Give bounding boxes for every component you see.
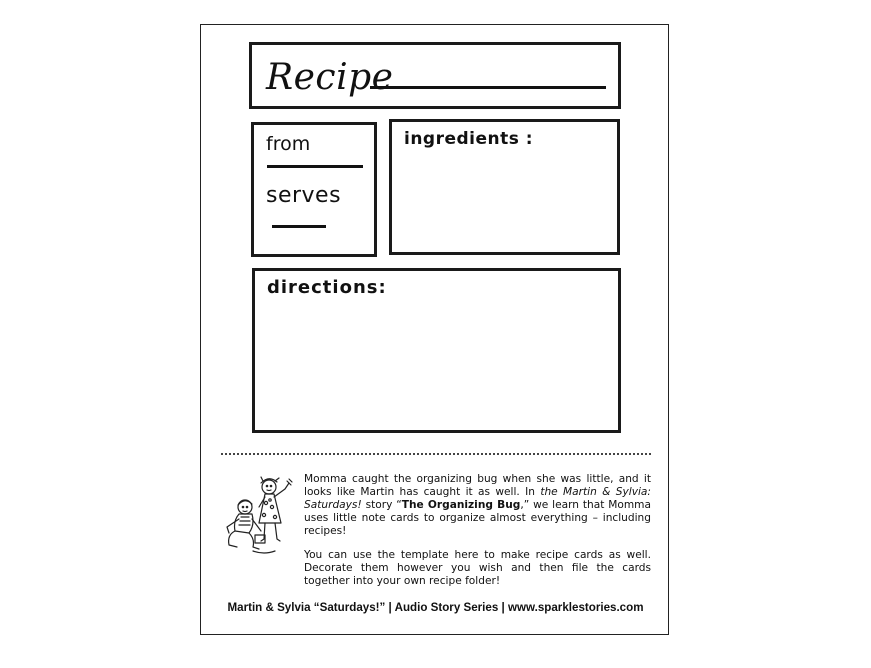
recipe-title-line (370, 86, 606, 89)
serves-line (272, 225, 326, 228)
story-paragraph-2: You can use the template here to make recipe cards as well. Decorate them however you wish and then file the cards together into your own recipe folder! (304, 549, 651, 587)
directions-box (252, 268, 621, 433)
from-label: from (266, 133, 311, 155)
story-paragraph-1 (304, 473, 651, 538)
story-paragraph-1-text-a: Momma caught the organizing bug when she was little, and it looks like Martin has caught it as well. In (304, 473, 651, 498)
serves-label: serves (266, 183, 342, 208)
worksheet-page (200, 24, 669, 635)
series-name: the Martin & Sylvia: Saturdays! (304, 486, 651, 511)
recipe-title: Recipe (266, 57, 394, 98)
from-serves-box (251, 122, 377, 257)
children-illustration-icon (219, 473, 301, 559)
directions-label: directions: (267, 277, 387, 298)
story-paragraph-1-text-b: story “ (361, 499, 402, 511)
story-paragraph-1-text-c: ,” we learn that Momma uses little note cards to organize almost everything – including recipes! (304, 499, 651, 537)
cut-line-divider (221, 453, 651, 455)
ingredients-label: ingredients : (404, 129, 534, 149)
ingredients-box (389, 119, 620, 255)
story-title: The Organizing Bug (401, 499, 521, 511)
recipe-title-box (249, 42, 621, 109)
footer-credits: Martin & Sylvia “Saturdays!” | Audio Story Series | www.sparklestories.com (227, 601, 644, 614)
from-line (267, 165, 363, 168)
